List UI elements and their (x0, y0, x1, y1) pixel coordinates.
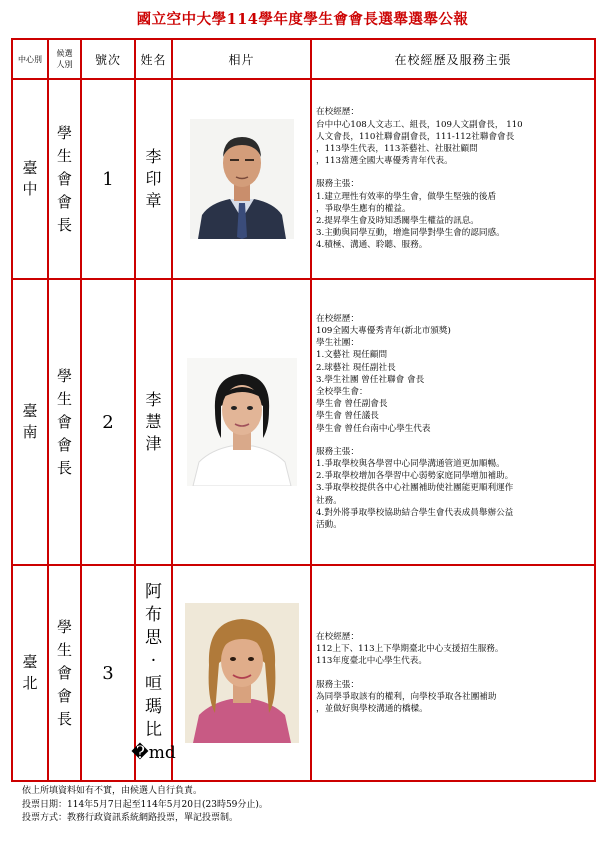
candidate-photo (190, 119, 294, 239)
table-row (12, 565, 595, 781)
experience-cell: 在校經歷： 112上下、113上下學期臺北中心支援招生服務。 113年度臺北中心學生代表。 服務主張： 為同學爭取該有的權利，向學校爭取各社團補助 ，並做好與學校溝通的橋樑。 (311, 565, 595, 781)
table-row (12, 79, 595, 279)
candidate-photo (185, 603, 299, 743)
footer-disclaimer: 依上所填資料如有不實，由候選人自行負責。 (22, 786, 203, 796)
header-number: 號次 (81, 39, 135, 79)
header-name: 姓名 (135, 39, 172, 79)
number-cell: 3 (81, 565, 135, 781)
header-row (12, 39, 595, 79)
number-cell: 2 (81, 279, 135, 565)
photo-cell (172, 565, 311, 781)
candidate-photo (187, 358, 297, 486)
center-cell: 臺 北 (12, 565, 48, 781)
role-cell: 學 生 會 會 長 (48, 279, 81, 565)
header-experience: 在校經歷及服務主張 (311, 39, 595, 79)
role-cell: 學 生 會 會 長 (48, 565, 81, 781)
table-row (12, 279, 595, 565)
header-center: 中心別 (12, 39, 48, 79)
center-cell: 臺 南 (12, 279, 48, 565)
role-cell: 學 生 會 會 長 (48, 79, 81, 279)
page-title: 國立空中大學114學年度學生會會長選舉選舉公報 (136, 11, 469, 28)
footer-notes (22, 785, 268, 826)
header-photo: 相片 (172, 39, 311, 79)
center-cell: 臺 中 (12, 79, 48, 279)
footer-voting-method: 投票方式：教務行政資訊系統網路投票，單記投票制。 (22, 813, 239, 823)
number-cell: 1 (81, 79, 135, 279)
name-cell: 李 慧 津 (135, 279, 172, 565)
footer-voting-date: 投票日期：114年5月7日起至114年5月20日(23時59分止)。 (22, 799, 268, 810)
photo-cell (172, 79, 311, 279)
experience-cell: 在校經歷： 109全國大專優秀青年(新北市頒獎) 學生社團： 1.文藝社 現任顧問 2.球藝社 現任副社長 3.學生社團 曾任社聯會 會長 全校學生會： 學生會 曾任副會長 學生會 曾任議長 學生會 曾任台南中心學生代表 服務主張： 1.爭取學校與各學習中心同學溝通管道更加順暢。 2.爭取學校增加各學習中心弱勢家庭同學增加補助。 3.爭取學校提供各中心社團補助使社團能更順利運作 社務。 4.對外將爭取學校協助結合學生會代表成員舉辦公益 活動。 (311, 279, 595, 565)
header-candidate-type: 候選 人別 (48, 39, 81, 79)
name-cell: 阿 布 思 · 咺 瑪 比 �md (135, 565, 172, 781)
candidate-table (11, 38, 596, 782)
experience-cell: 在校經歷： 台中中心108人文志工、組長，109人文副會長， 110 人文會長，110社聯會副會長，111-112社聯會會長 ，113學生代表，113茶藝社、社服社顧問 ，113當選全國大專優秀青年代表。 服務主張： 1.建立理性有效率的學生會，做學生堅強的後盾 ，爭取學生應有的權益。 2.提昇學生會及時知悉關學生權益的訊息。 3.主動與同學互動，增進同學對學生會的認同感。 4.積極、溝通、聆聽、服務。 (311, 79, 595, 279)
name-cell: 李 印 章 (135, 79, 172, 279)
photo-cell (172, 279, 311, 565)
